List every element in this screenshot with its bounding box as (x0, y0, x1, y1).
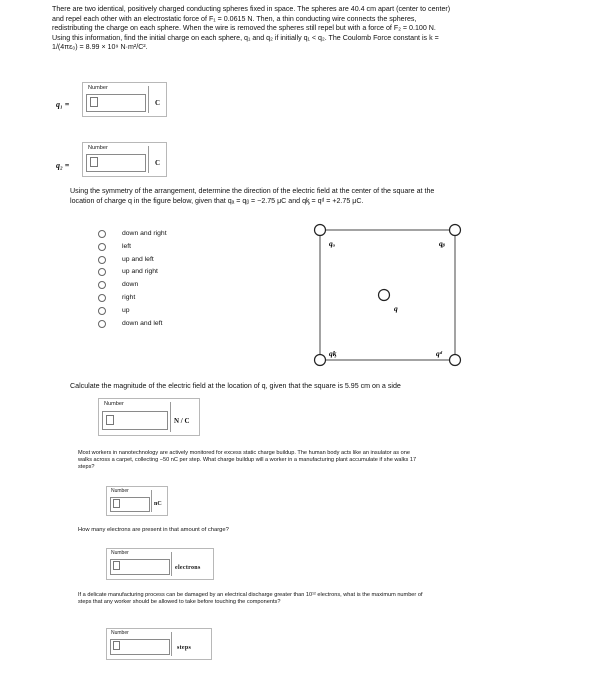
input-cursor-box (113, 499, 120, 508)
magnitude-question: Calculate the magnitude of the electric field at the location of q, given that the square is 5.95 cm on a side (70, 382, 401, 390)
charge-qa-circle (315, 225, 326, 236)
option-up[interactable]: up (98, 306, 198, 319)
charge-q-label: q (394, 304, 398, 313)
magnitude-unit: N / C (174, 417, 190, 425)
input-cursor-box (113, 561, 120, 570)
number-label: Number (111, 488, 129, 494)
magnitude-answer-group (98, 398, 200, 436)
divider (171, 632, 172, 656)
nano-unit: nC (154, 501, 162, 507)
q2-label: q₂ = (56, 161, 70, 170)
option-up-and-left[interactable]: up and left (98, 255, 198, 268)
charge-q-circle (379, 290, 390, 301)
electrons-unit: electrons (175, 565, 201, 571)
number-label: Number (88, 85, 108, 91)
number-label: Number (111, 630, 129, 636)
charge-qa-label: qₐ (329, 239, 335, 248)
charge-qc-circle (315, 355, 326, 366)
steps-unit: steps (177, 645, 192, 651)
option-down-and-right[interactable]: down and right (98, 229, 198, 242)
option-left[interactable]: left (98, 242, 198, 255)
number-label: Number (111, 550, 129, 556)
q1-label: q₁ = (56, 100, 70, 109)
problem-intro: There are two identical, positively charged conducting spheres fixed in space. The spheres are 40.4 cm apart (center to center) and repel each other with an electrostatic force of F₁ = 0.0615 N. Then, a thin conducting wire connects the spheres, redistributing the charge on each sphere. When the wire is removed the spheres still repel but with a force of F₂ = 0.100 N. Using this information, find the initial charge on each sphere, q₁ and q₂ if initially q₁ < q₂. The Coulomb Force constant is k = 1/(4πε₀) = 8.99 × 10⁹ N·m²/C². (52, 5, 451, 52)
q2-unit: C (155, 159, 161, 167)
option-down-and-left[interactable]: down and left (98, 319, 198, 332)
electrons-question: How many electrons are present in that amount of charge? (78, 527, 229, 533)
divider (171, 552, 172, 576)
steps-answer-group (106, 628, 212, 660)
steps-question: If a delicate manufacturing process can be damaged by an electrical discharge greater than 10¹² electrons, what is the maximum number of steps that any worker should be allowed to take before touching the components? (78, 592, 423, 605)
divider (170, 402, 171, 432)
electrons-answer-group (106, 548, 214, 580)
symmetry-question: Using the symmetry of the arrangement, determine the direction of the electric field at the center of the square at the location of charge q in the figure below, given that qₐ = qᵦ = −2.75 μC and qᶄ = qᵈ = +2.75 μC. (70, 187, 435, 205)
charge-qb-circle (450, 225, 461, 236)
option-up-and-right[interactable]: up and right (98, 267, 198, 280)
nano-answer-group (106, 486, 168, 516)
option-down[interactable]: down (98, 280, 198, 293)
nano-question: Most workers in nanotechnology are actively monitored for excess static charge buildup. The human body acts like an insulator as one walks across a carpet, collecting −50 nC per step. What charge buildup will a worker in a manufacturing plant accumulate if she walks 17 steps? (78, 450, 417, 470)
charge-qb-label: qᵦ (439, 239, 445, 248)
q1-unit: C (155, 99, 161, 107)
charge-qd-label: qᵈ (436, 349, 443, 358)
input-cursor-box (106, 415, 114, 425)
charge-qd-circle (450, 355, 461, 366)
option-right[interactable]: right (98, 293, 198, 306)
charge-qc-label: qᶄ (329, 349, 337, 358)
number-label: Number (104, 401, 124, 407)
number-label: Number (88, 145, 108, 151)
input-cursor-box (113, 641, 120, 650)
divider (151, 490, 152, 512)
